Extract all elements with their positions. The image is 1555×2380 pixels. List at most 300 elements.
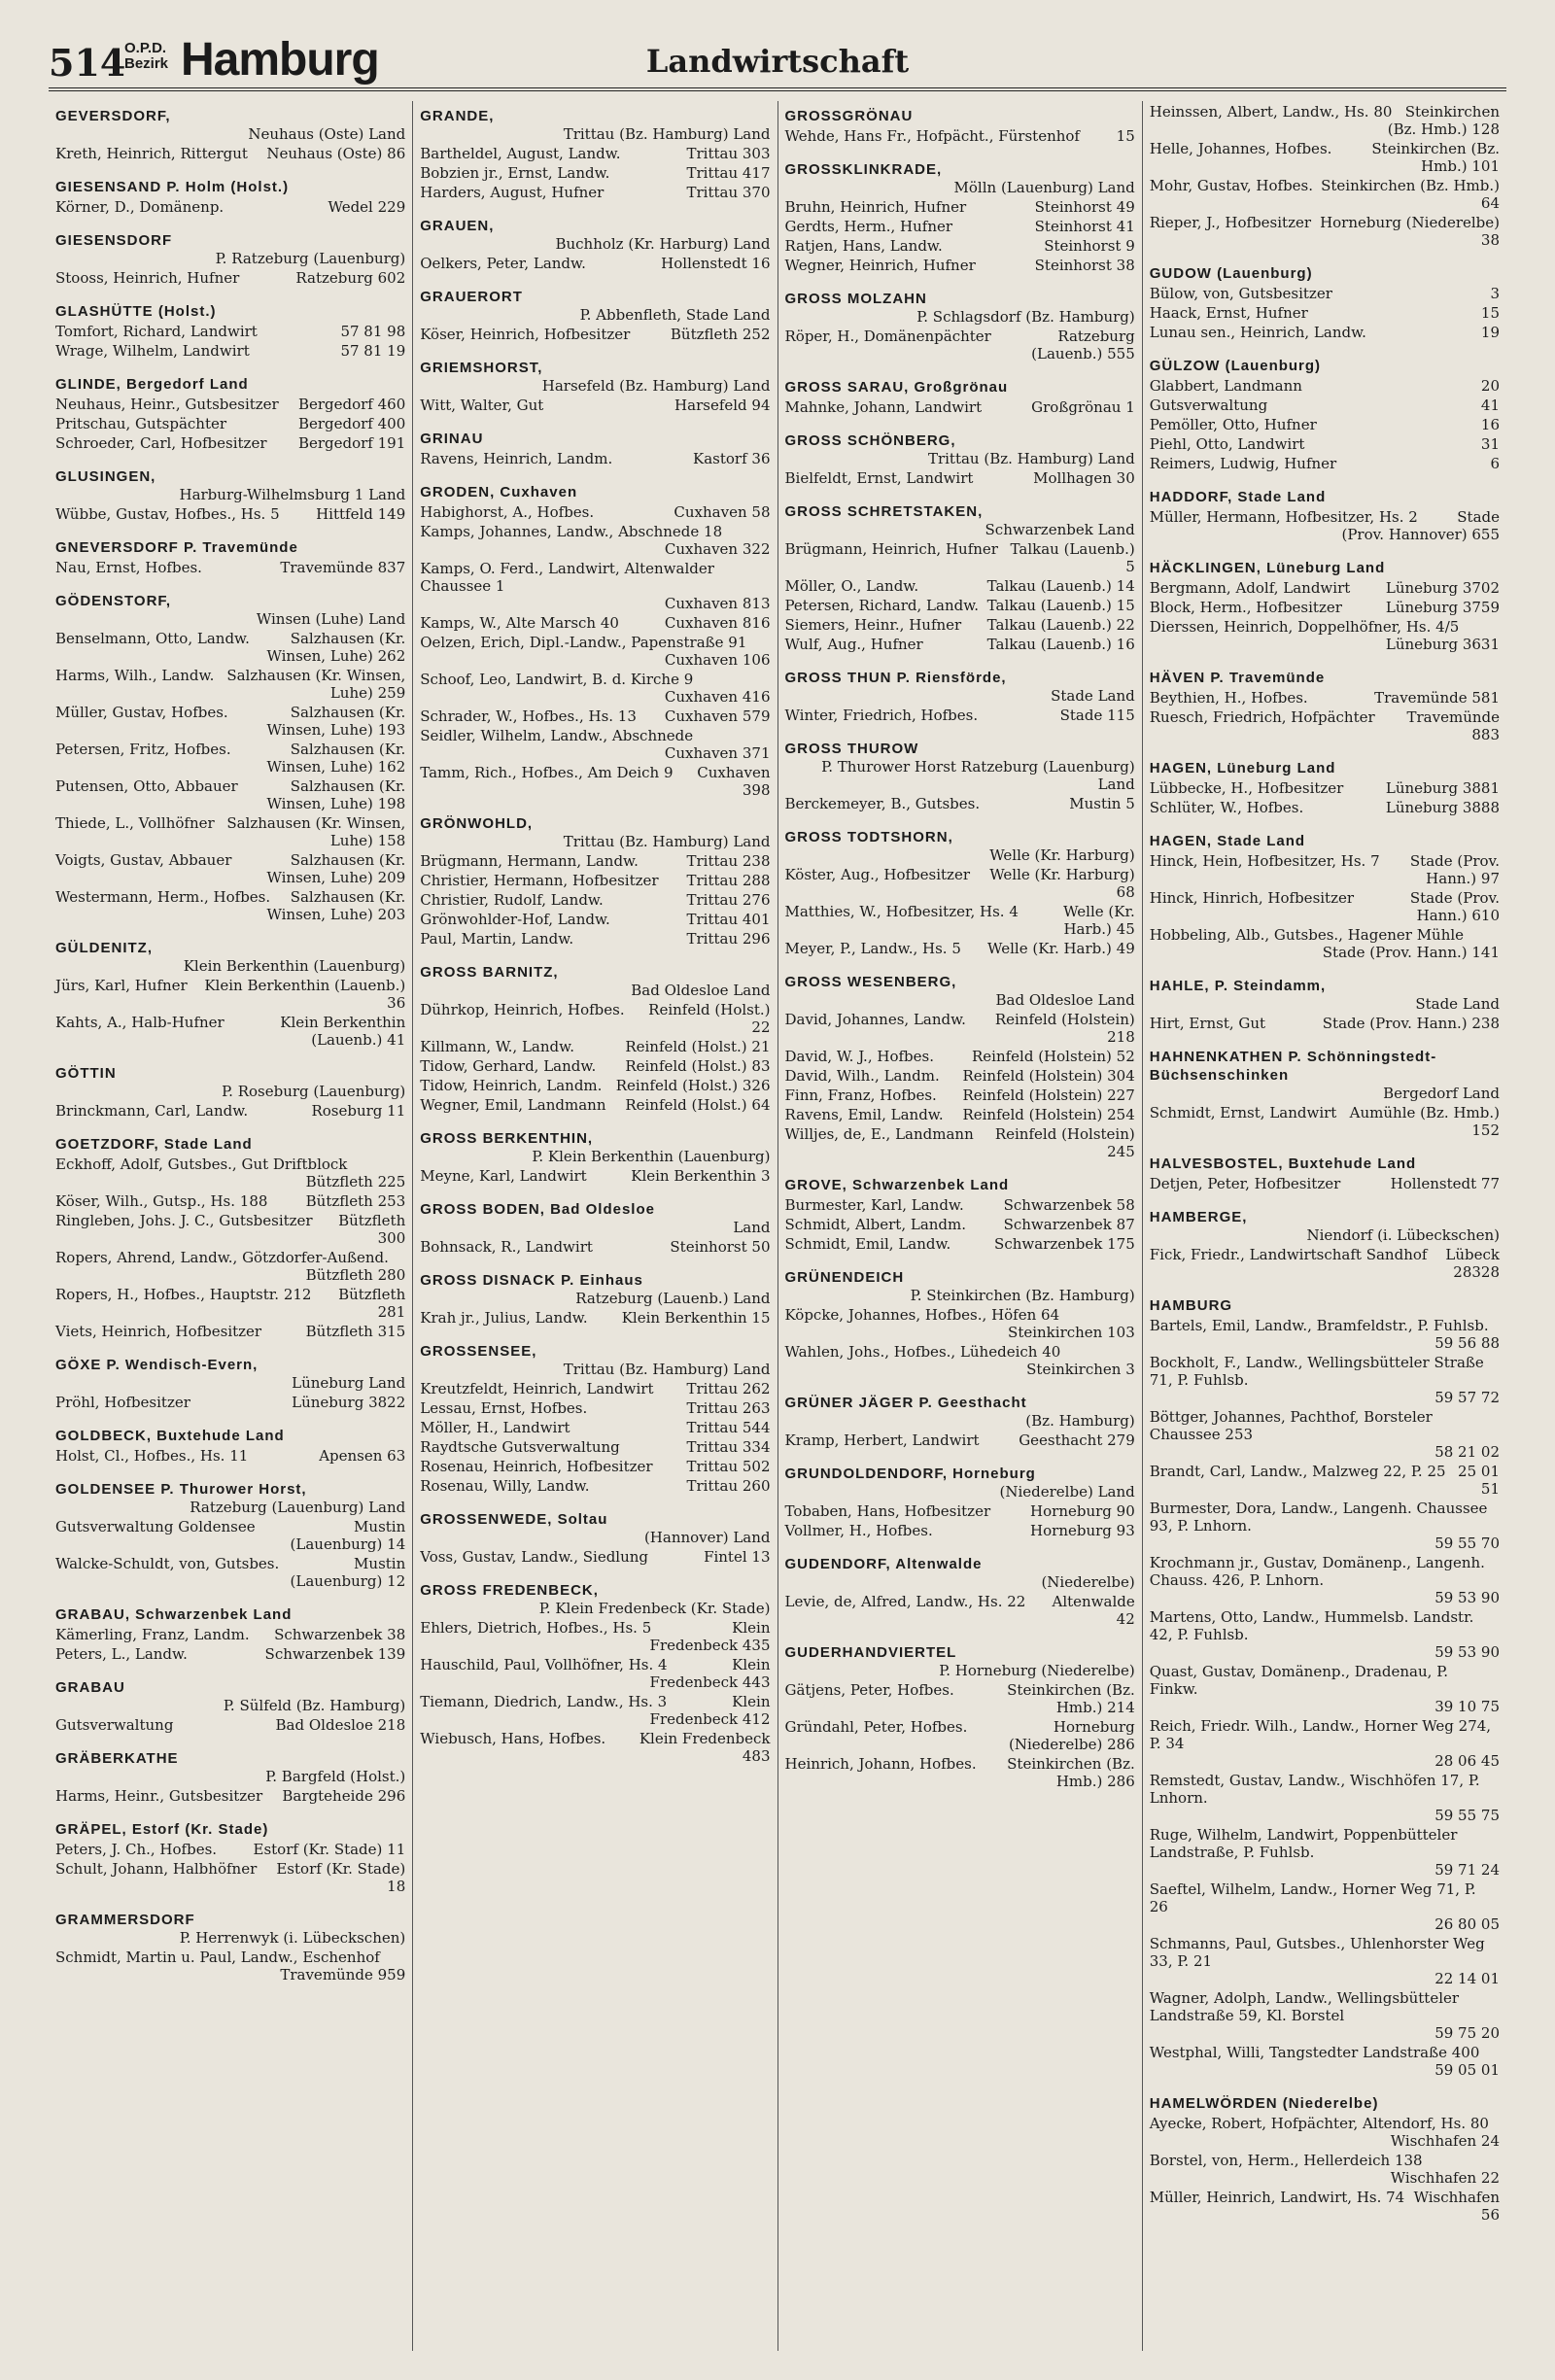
entry-phone: Steinkirchen 103 xyxy=(1008,1324,1135,1341)
entry-name: Körner, D., Domänenp. xyxy=(55,198,225,216)
entry-phone: 59 53 90 xyxy=(1434,1643,1500,1661)
entry-phone: Bützfleth 252 xyxy=(670,326,771,343)
entry-phone: Stade (Prov. Hannover) 655 xyxy=(1341,508,1500,543)
entry-phone: Cuxhaven 58 xyxy=(674,503,771,521)
directory-entry xyxy=(420,852,770,870)
entry-phone: Stade (Prov. Hann.) 238 xyxy=(1322,1015,1500,1032)
entry-name: Schmidt, Albert, Landm. xyxy=(784,1216,967,1233)
entry-phone: Cuxhaven 322 xyxy=(664,540,771,558)
place-heading: GROSS DISNACK P. Einhaus xyxy=(420,1272,643,1289)
entry-phone: Reinfeld (Holst.) 21 xyxy=(625,1038,771,1055)
entry-name: Ringleben, Johs. J. C., Gutsbesitzer xyxy=(55,1212,313,1229)
directory-entry xyxy=(420,1419,770,1436)
entry-phone: Welle (Kr. Harb.) 45 xyxy=(1063,903,1135,938)
entry-phone: 19 xyxy=(1480,324,1500,341)
entry-phone: Wischhafen 24 xyxy=(1390,2132,1500,2150)
entry-name: Glabbert, Landmann xyxy=(1149,377,1302,395)
entry-phone: Welle (Kr. Harburg) 68 xyxy=(989,866,1135,901)
place-location: Harburg-Wilhelmsburg 1 Land xyxy=(179,486,406,503)
entry-name: Meyer, P., Landw., Hs. 5 xyxy=(784,940,961,957)
place-heading: GÜLDENITZ, xyxy=(55,940,153,956)
entry-name: Christier, Rudolf, Landw. xyxy=(420,891,604,909)
directory-entry xyxy=(420,1656,770,1691)
place-heading: GÖTTIN xyxy=(55,1065,117,1082)
directory-section xyxy=(1150,1149,1500,1192)
entry-name: Winter, Friedrich, Hofbes. xyxy=(784,707,979,724)
place-location: Buchholz (Kr. Harburg) Land xyxy=(555,235,771,253)
place-heading: GROSSKLINKRADE, xyxy=(784,161,943,178)
entry-phone: 28 06 45 xyxy=(1434,1752,1500,1770)
entry-name: Köpcke, Johannes, Hofbes., Höfen 64 xyxy=(784,1306,1060,1324)
entry-phone: 57 81 98 xyxy=(340,323,406,340)
entry-phone: Trittau 263 xyxy=(686,1399,771,1417)
entry-phone: 16 xyxy=(1480,416,1500,433)
entry-phone: Steinhorst 50 xyxy=(670,1238,771,1256)
directory-entry xyxy=(785,1048,1135,1065)
directory-entry xyxy=(420,671,770,706)
directory-entry xyxy=(420,1619,770,1654)
directory-entry xyxy=(785,1718,1135,1753)
directory-entry xyxy=(55,1518,405,1553)
directory-entry xyxy=(55,977,405,1012)
entry-name: Matthies, W., Hofbesitzer, Hs. 4 xyxy=(784,903,1019,920)
entry-phone: Steinkirchen (Bz. Hmb.) 286 xyxy=(1007,1755,1135,1790)
place-location: P. Thurower Horst Ratzeburg (Lauenburg) Land xyxy=(821,758,1135,793)
directory-entry xyxy=(55,415,405,432)
place-heading: HAMBURG xyxy=(1149,1297,1233,1314)
entry-name: Kamps, O. Ferd., Landwirt, Altenwalder Chaussee 1 xyxy=(420,560,714,595)
directory-entry xyxy=(1150,377,1500,395)
entry-phone: 58 21 02 xyxy=(1434,1443,1500,1461)
entry-name: Wehde, Hans Fr., Hofpächt., Fürstenhof xyxy=(784,127,1080,145)
directory-entry xyxy=(785,1216,1135,1233)
entry-name: Kramp, Herbert, Landwirt xyxy=(784,1431,980,1449)
directory-section xyxy=(785,1549,1135,1628)
place-heading: GOLDBECK, Buxtehude Land xyxy=(55,1428,285,1444)
directory-entry xyxy=(55,1156,405,1190)
directory-entry xyxy=(420,1167,770,1185)
directory-entry xyxy=(1150,214,1500,249)
entry-name: Kahts, A., Halb-Hufner xyxy=(55,1014,225,1031)
entry-name: David, Johannes, Landw. xyxy=(784,1011,966,1028)
directory-entry xyxy=(55,814,405,849)
place-heading: HADDORF, Stade Land xyxy=(1149,489,1327,505)
entry-name: Ropers, H., Hofbes., Hauptstr. 212 xyxy=(55,1286,312,1303)
entry-name: Siemers, Heinr., Hufner xyxy=(784,616,962,634)
place-location: Land xyxy=(733,1219,771,1236)
place-location: Stade Land xyxy=(1051,687,1135,705)
entry-phone: Estorf (Kr. Stade) 11 xyxy=(253,1841,406,1858)
directory-section xyxy=(785,426,1135,487)
entry-phone: Trittau 401 xyxy=(686,911,771,928)
entry-phone: Schwarzenbek 58 xyxy=(1003,1196,1135,1214)
place-heading: GUDERHANDVIERTEL xyxy=(784,1644,957,1661)
directory-section xyxy=(55,101,405,162)
place-heading: GOLDENSEE P. Thurower Horst, xyxy=(55,1481,307,1498)
entry-phone: 15 xyxy=(1116,127,1135,145)
entry-name: Eckhoff, Adolf, Gutsbes., Gut Driftblock xyxy=(55,1156,348,1173)
place-location: P. Sülfeld (Bz. Hamburg) xyxy=(223,1697,406,1714)
entry-name: Köser, Heinrich, Hofbesitzer xyxy=(420,326,631,343)
entry-name: Bielfeldt, Ernst, Landwirt xyxy=(784,469,974,487)
entry-phone: Welle (Kr. Harb.) 49 xyxy=(987,940,1135,957)
column-2 xyxy=(413,101,778,2351)
entry-phone: Altenwalde 42 xyxy=(1052,1593,1135,1628)
entry-name: Brügmann, Hermann, Landw. xyxy=(420,852,639,870)
directory-section xyxy=(1150,553,1500,653)
place-heading: GRABAU xyxy=(55,1679,125,1696)
place-heading: HAHLE, P. Steindamm, xyxy=(1149,978,1327,994)
region-label: O.P.D. Bezirk xyxy=(124,40,169,72)
directory-section xyxy=(55,933,405,1049)
directory-entry xyxy=(55,667,405,702)
place-location: Winsen (Luhe) Land xyxy=(256,610,406,628)
directory-entry xyxy=(55,434,405,452)
entry-phone: Travemünde 883 xyxy=(1406,708,1500,743)
entry-phone: Talkau (Lauenb.) 16 xyxy=(986,636,1135,653)
place-heading: GROSSENSEE, xyxy=(420,1343,537,1360)
directory-entry xyxy=(1150,799,1500,816)
directory-entry xyxy=(785,1011,1135,1046)
directory-entry xyxy=(420,930,770,948)
entry-name: Hauschild, Paul, Vollhöfner, Hs. 4 xyxy=(420,1656,668,1673)
entry-phone: Reinfeld (Holst.) 326 xyxy=(615,1077,771,1094)
entry-name: Quast, Gustav, Domänenp., Dradenau, P. Finkw. xyxy=(1149,1663,1449,1698)
place-location: (Niederelbe) xyxy=(1041,1573,1135,1591)
entry-name: Tidow, Gerhard, Landw. xyxy=(420,1057,597,1075)
entry-name: Bruhn, Heinrich, Hufner xyxy=(784,198,967,216)
place-heading: GROSS SARAU, Großgrönau xyxy=(784,379,1009,396)
directory-entry xyxy=(1150,455,1500,472)
entry-phone: Bützfleth 253 xyxy=(305,1192,406,1210)
directory-entry xyxy=(785,237,1135,255)
entry-phone: 22 14 01 xyxy=(1434,1970,1500,1987)
directory-entry xyxy=(1150,618,1500,653)
directory-entry xyxy=(1150,852,1500,887)
entry-phone: Hittfeld 149 xyxy=(316,505,406,523)
entry-phone: Mollhagen 30 xyxy=(1033,469,1135,487)
entry-phone: Steinkirchen (Bz. Hmb.) 214 xyxy=(1007,1681,1135,1716)
directory-entry xyxy=(785,1235,1135,1253)
entry-name: Reimers, Ludwig, Hufner xyxy=(1149,455,1337,472)
entry-name: Tidow, Heinrich, Landm. xyxy=(420,1077,603,1094)
entry-name: Heinssen, Albert, Landw., Hs. 80 xyxy=(1149,103,1393,121)
place-location: Neuhaus (Oste) Land xyxy=(248,125,406,143)
entry-phone: Salzhausen (Kr. Winsen, Luhe) 193 xyxy=(266,704,406,739)
directory-entry xyxy=(55,342,405,360)
entry-name: Hinck, Hein, Hofbesitzer, Hs. 7 xyxy=(1149,852,1380,870)
place-heading: GRANDE, xyxy=(420,108,495,124)
entry-name: Hinck, Hinrich, Hofbesitzer xyxy=(1149,889,1355,907)
place-location: (Bz. Hamburg) xyxy=(1025,1412,1135,1430)
directory-entry xyxy=(420,634,770,669)
directory-entry xyxy=(55,323,405,340)
place-location: P. Ratzeburg (Lauenburg) xyxy=(215,250,406,267)
entry-name: Bockholt, F., Landw., Wellingsbütteler Straße 71, P. Fuhlsb. xyxy=(1149,1354,1484,1389)
entry-name: Wrage, Wilhelm, Landwirt xyxy=(55,342,250,360)
entry-name: Böttger, Johannes, Pachthof, Borsteler Chaussee 253 xyxy=(1149,1408,1433,1443)
directory-entry xyxy=(1150,1408,1500,1461)
directory-entry xyxy=(420,145,770,162)
entry-phone: Neuhaus (Oste) 86 xyxy=(266,145,406,162)
place-heading: HAMELWÖRDEN (Niederelbe) xyxy=(1149,2095,1379,2112)
entry-phone: Horneburg (Niederelbe) 38 xyxy=(1320,214,1500,249)
entry-name: Martens, Otto, Landw., Hummelsb. Landstr. 42, P. Fuhlsb. xyxy=(1149,1608,1474,1643)
entry-phone: Wischhafen 56 xyxy=(1413,2189,1500,2224)
directory-entry xyxy=(55,704,405,739)
entry-name: Fick, Friedr., Landwirtschaft Sandhof xyxy=(1149,1246,1428,1263)
directory-section xyxy=(785,155,1135,274)
place-heading: GÜLZOW (Lauenburg) xyxy=(1149,358,1322,374)
directory-entry xyxy=(1150,508,1500,543)
directory-section xyxy=(1150,753,1500,816)
entry-name: Petersen, Richard, Landw. xyxy=(784,597,980,614)
entry-name: Detjen, Peter, Hofbesitzer xyxy=(1149,1175,1341,1192)
entry-phone: Schwarzenbek 38 xyxy=(274,1626,406,1643)
entry-phone: Salzhausen (Kr. Winsen, Luhe) 262 xyxy=(266,630,406,665)
place-heading: GLINDE, Bergedorf Land xyxy=(55,376,249,393)
place-location: Klein Berkenthin (Lauenburg) xyxy=(183,957,406,975)
entry-phone: Lübeck 28328 xyxy=(1445,1246,1500,1281)
directory-section xyxy=(785,101,1135,145)
entry-name: Ravens, Emil, Landw. xyxy=(784,1106,944,1123)
place-heading: HAGEN, Lüneburg Land xyxy=(1149,760,1336,776)
entry-name: Wegner, Heinrich, Hufner xyxy=(784,257,976,274)
directory-section xyxy=(420,957,770,1114)
entry-name: Harms, Wilh., Landw. xyxy=(55,667,215,684)
place-location: Welle (Kr. Harburg) xyxy=(989,846,1135,864)
entry-phone: Trittau 334 xyxy=(686,1438,771,1456)
entry-name: Möller, H., Landwirt xyxy=(420,1419,570,1436)
directory-entry xyxy=(1150,1175,1500,1192)
entry-name: Schmidt, Martin u. Paul, Landw., Eschenhof xyxy=(55,1949,380,1966)
directory-section xyxy=(420,1123,770,1185)
directory-columns xyxy=(49,101,1506,2351)
entry-name: Gründahl, Peter, Hofbes. xyxy=(784,1718,968,1736)
entry-phone: Cuxhaven 813 xyxy=(664,595,771,612)
directory-section xyxy=(55,1814,405,1895)
entry-phone: 41 xyxy=(1480,397,1500,414)
entry-phone: Klein Fredenbeck 412 xyxy=(649,1693,771,1728)
place-heading: HAGEN, Stade Land xyxy=(1149,833,1306,849)
directory-section xyxy=(55,369,405,452)
directory-entry xyxy=(55,1841,405,1858)
place-heading: GROSS THUN P. Riensförde, xyxy=(784,670,1007,686)
entry-phone: Bergedorf 400 xyxy=(297,415,406,432)
entry-phone: Fintel 13 xyxy=(704,1548,771,1566)
directory-entry xyxy=(1150,579,1500,597)
entry-name: Bobzien jr., Ernst, Landw. xyxy=(420,164,610,182)
entry-name: Schmidt, Emil, Landw. xyxy=(784,1235,951,1253)
entry-name: Christier, Hermann, Hofbesitzer xyxy=(420,872,659,889)
directory-entry xyxy=(55,1323,405,1340)
directory-entry xyxy=(785,577,1135,595)
place-location: Niendorf (i. Lübeckschen) xyxy=(1306,1226,1500,1244)
directory-section xyxy=(420,809,770,948)
entry-name: Pritschau, Gutspächter xyxy=(55,415,227,432)
place-location: Harsefeld (Bz. Hamburg) Land xyxy=(541,377,771,395)
directory-section xyxy=(785,1459,1135,1539)
directory-entry xyxy=(420,727,770,762)
entry-phone: Salzhausen (Kr. Winsen, Luhe) 209 xyxy=(266,851,406,886)
entry-phone: Trittau 238 xyxy=(686,852,771,870)
entry-name: Pemöller, Otto, Hufner xyxy=(1149,416,1317,433)
directory-entry xyxy=(420,614,770,632)
entry-name: Mahnke, Johann, Landwirt xyxy=(784,398,983,416)
entry-name: Vollmer, H., Hofbes. xyxy=(784,1522,933,1539)
entry-name: Wulf, Aug., Hufner xyxy=(784,636,923,653)
entry-name: Bohnsack, R., Landwirt xyxy=(420,1238,593,1256)
entry-name: Witt, Walter, Gut xyxy=(420,397,544,414)
entry-name: Putensen, Otto, Abbauer xyxy=(55,777,238,795)
directory-entry xyxy=(1150,2152,1500,2187)
directory-entry xyxy=(55,1102,405,1120)
entry-phone: 59 57 72 xyxy=(1434,1389,1500,1406)
entry-name: Paul, Martin, Landw. xyxy=(420,930,574,948)
directory-section xyxy=(420,1194,770,1256)
entry-phone: Bützfleth 280 xyxy=(305,1266,406,1284)
entry-name: Gutsverwaltung xyxy=(1149,397,1268,414)
entry-name: Neuhaus, Heinr., Gutsbesitzer xyxy=(55,396,279,413)
directory-entry xyxy=(785,1196,1135,1214)
entry-name: Habighorst, A., Hofbes. xyxy=(420,503,595,521)
entry-phone: Reinfeld (Holstein) 304 xyxy=(962,1067,1135,1085)
entry-phone: Lüneburg 3702 xyxy=(1385,579,1500,597)
entry-name: Schroeder, Carl, Hofbesitzer xyxy=(55,434,267,452)
place-heading: GLASHÜTTE (Holst.) xyxy=(55,303,217,320)
entry-name: Hirt, Ernst, Gut xyxy=(1149,1015,1266,1032)
directory-entry xyxy=(1150,435,1500,453)
directory-section xyxy=(55,1600,405,1663)
entry-phone: Großgrönau 1 xyxy=(1031,398,1135,416)
place-heading: GNEVERSDORF P. Travemünde xyxy=(55,539,298,556)
entry-name: David, W. J., Hofbes. xyxy=(784,1048,934,1065)
entry-phone: 57 81 19 xyxy=(340,342,406,360)
directory-entry xyxy=(785,1306,1135,1341)
place-heading: GRÄPEL, Estorf (Kr. Stade) xyxy=(55,1821,269,1838)
entry-name: Wiebusch, Hans, Hofbes. xyxy=(420,1730,606,1747)
directory-entry xyxy=(785,1125,1135,1160)
entry-name: Harms, Heinr., Gutsbesitzer xyxy=(55,1787,263,1805)
entry-phone: Mustin (Lauenburg) 14 xyxy=(290,1518,406,1553)
entry-name: Levie, de, Alfred, Landw., Hs. 22 xyxy=(784,1593,1026,1610)
entry-name: Borstel, von, Herm., Hellerdeich 138 xyxy=(1149,2152,1423,2169)
entry-phone: Bargteheide 296 xyxy=(282,1787,406,1805)
entry-name: Müller, Heinrich, Landwirt, Hs. 74 xyxy=(1149,2189,1405,2206)
directory-entry xyxy=(55,851,405,886)
directory-entry xyxy=(420,1399,770,1417)
directory-entry xyxy=(785,469,1135,487)
place-heading: GRÄBERKATHE xyxy=(55,1750,179,1767)
place-location: (Niederelbe) Land xyxy=(999,1483,1135,1500)
place-heading: GROSS TODTSHORN, xyxy=(784,829,953,845)
entry-phone: Trittau 303 xyxy=(686,145,771,162)
entry-name: Müller, Gustav, Hofbes. xyxy=(55,704,228,721)
directory-entry xyxy=(420,1548,770,1566)
entry-phone: Reinfeld (Holstein) 218 xyxy=(994,1011,1135,1046)
directory-entry xyxy=(785,795,1135,812)
entry-name: Beythien, H., Hofbes. xyxy=(1149,689,1308,707)
place-heading: GROSS THUROW xyxy=(784,741,919,757)
directory-entry xyxy=(420,184,770,201)
entry-phone: Reinfeld (Holst.) 64 xyxy=(625,1096,771,1114)
entry-name: Schmanns, Paul, Gutsbes., Uhlenhorster Weg 33, P. 21 xyxy=(1149,1935,1485,1970)
entry-phone: Stade (Prov. Hann.) 141 xyxy=(1322,944,1500,961)
place-heading: GROSS SCHÖNBERG, xyxy=(784,432,956,449)
directory-entry xyxy=(420,1309,770,1327)
directory-entry xyxy=(785,597,1135,614)
entry-name: Hobbeling, Alb., Gutsbes., Hagener Mühle xyxy=(1149,926,1465,944)
entry-name: Brinckmann, Carl, Landw. xyxy=(55,1102,249,1120)
directory-entry xyxy=(420,1438,770,1456)
directory-entry xyxy=(785,328,1135,362)
entry-phone: Horneburg 90 xyxy=(1030,1502,1135,1520)
entry-name: Wahlen, Johs., Hofbes., Lühedeich 40 xyxy=(784,1343,1061,1361)
entry-phone: 59 05 01 xyxy=(1434,2061,1500,2079)
entry-phone: Horneburg (Niederelbe) 286 xyxy=(1009,1718,1135,1753)
directory-entry xyxy=(55,1860,405,1895)
directory-entry xyxy=(420,764,770,799)
entry-name: Killmann, W., Landw. xyxy=(420,1038,574,1055)
entry-name: Oelzen, Erich, Dipl.-Landw., Papenstraße 91 xyxy=(420,634,747,651)
entry-phone: Talkau (Lauenb.) 22 xyxy=(986,616,1135,634)
entry-phone: Trittau 370 xyxy=(686,184,771,201)
entry-name: Holst, Cl., Hofbes., Hs. 11 xyxy=(55,1447,249,1465)
directory-section xyxy=(785,1170,1135,1253)
entry-phone: Trittau 276 xyxy=(686,891,771,909)
directory-entry xyxy=(785,1431,1135,1449)
directory-entry xyxy=(55,888,405,923)
directory-entry xyxy=(420,1730,770,1765)
entry-phone: Geesthacht 279 xyxy=(1019,1431,1135,1449)
entry-name: Wübbe, Gustav, Hofbes., Hs. 5 xyxy=(55,505,280,523)
directory-entry xyxy=(785,1681,1135,1716)
entry-name: Oelkers, Peter, Landw. xyxy=(420,255,586,272)
entry-name: Thiede, L., Vollhöfner xyxy=(55,814,215,832)
place-heading: GROSS MOLZAHN xyxy=(784,291,927,307)
entry-phone: Wedel 229 xyxy=(328,198,406,216)
entry-phone: Trittau 262 xyxy=(686,1380,771,1397)
entry-phone: Mustin 5 xyxy=(1069,795,1135,812)
entry-phone: Schwarzenbek 87 xyxy=(1003,1216,1135,1233)
entry-phone: Stade 115 xyxy=(1059,707,1135,724)
entry-phone: Lüneburg 3822 xyxy=(292,1394,406,1411)
entry-phone: Klein Fredenbeck 435 xyxy=(649,1619,771,1654)
entry-name: Köster, Aug., Hofbesitzer xyxy=(784,866,971,883)
entry-phone: Harsefeld 94 xyxy=(674,397,771,414)
entry-name: Benselmann, Otto, Landw. xyxy=(55,630,250,647)
directory-entry xyxy=(420,397,770,414)
place-heading: HALVESBOSTEL, Buxtehude Land xyxy=(1149,1156,1417,1172)
directory-section xyxy=(55,1350,405,1411)
entry-phone: Wischhafen 22 xyxy=(1390,2169,1500,2187)
directory-entry xyxy=(420,1458,770,1475)
entry-phone: 25 01 51 xyxy=(1458,1463,1500,1498)
entry-phone: Travemünde 581 xyxy=(1374,689,1500,707)
entry-phone: Stade (Prov. Hann.) 97 xyxy=(1409,852,1500,887)
directory-entry xyxy=(785,1502,1135,1520)
entry-name: Viets, Heinrich, Hofbesitzer xyxy=(55,1323,262,1340)
directory-entry xyxy=(55,1626,405,1643)
place-heading: HAHNENKATHEN P. Schönningstedt-Büchsenschinken xyxy=(1149,1049,1437,1084)
directory-section xyxy=(55,225,405,287)
directory-entry xyxy=(55,396,405,413)
entry-phone: Lüneburg 3881 xyxy=(1385,779,1500,797)
directory-section xyxy=(55,1421,405,1465)
place-heading: GROSSENWEDE, Soltau xyxy=(420,1511,608,1528)
place-location: P. Steinkirchen (Bz. Hamburg) xyxy=(910,1287,1135,1304)
entry-name: Stooss, Heinrich, Hufner xyxy=(55,269,240,287)
